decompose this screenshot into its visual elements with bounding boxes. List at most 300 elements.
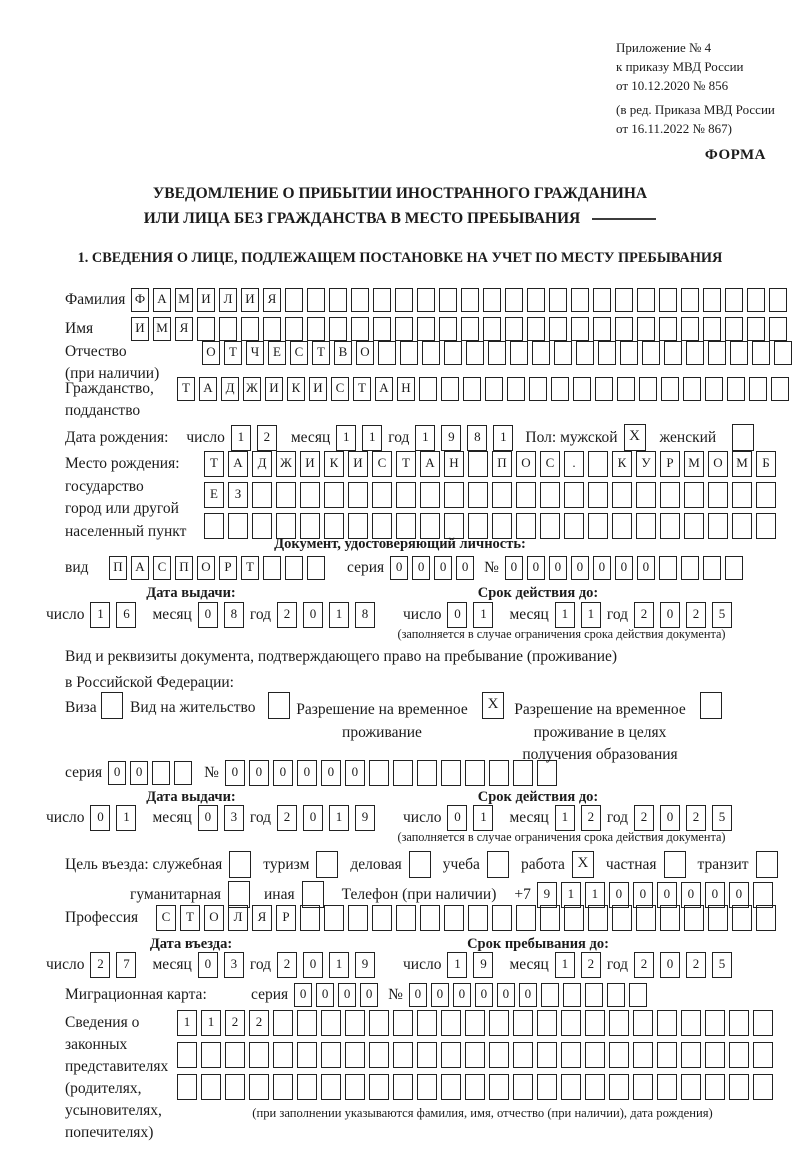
char-box[interactable] <box>505 288 523 312</box>
char-box[interactable] <box>307 288 325 312</box>
char-box[interactable]: 9 <box>473 952 493 978</box>
char-box[interactable] <box>681 556 699 580</box>
char-box[interactable] <box>516 482 536 508</box>
char-box[interactable]: 0 <box>303 952 323 978</box>
char-box[interactable] <box>369 760 389 786</box>
char-box[interactable] <box>686 341 704 365</box>
char-box[interactable]: 0 <box>338 983 356 1007</box>
char-box[interactable] <box>633 1074 653 1100</box>
char-box[interactable] <box>300 482 320 508</box>
char-box[interactable] <box>492 482 512 508</box>
char-box[interactable] <box>725 556 743 580</box>
residence-issue-day-input[interactable] <box>90 805 142 831</box>
char-box[interactable] <box>753 1010 773 1036</box>
char-box[interactable] <box>537 760 557 786</box>
char-box[interactable]: 1 <box>329 952 349 978</box>
char-box[interactable] <box>513 760 533 786</box>
char-box[interactable] <box>197 317 215 341</box>
char-box[interactable] <box>489 1010 509 1036</box>
char-box[interactable]: 1 <box>493 425 513 451</box>
temp-residence-checkbox[interactable] <box>482 692 504 719</box>
char-box[interactable]: X <box>482 692 504 719</box>
char-box[interactable]: 0 <box>303 805 323 831</box>
doc-valid-year-input[interactable] <box>634 602 738 628</box>
char-box[interactable]: 0 <box>297 760 317 786</box>
char-box[interactable]: 8 <box>355 602 375 628</box>
char-box[interactable]: Л <box>228 905 248 931</box>
char-box[interactable] <box>417 1010 437 1036</box>
char-box[interactable] <box>769 288 787 312</box>
char-box[interactable]: О <box>197 556 215 580</box>
char-box[interactable]: 0 <box>497 983 515 1007</box>
char-box[interactable] <box>297 1010 317 1036</box>
char-box[interactable] <box>705 1010 725 1036</box>
residence-series-input[interactable] <box>108 761 196 785</box>
char-box[interactable]: 3 <box>224 805 244 831</box>
char-box[interactable]: 2 <box>249 1010 269 1036</box>
char-box[interactable]: Н <box>397 377 415 401</box>
char-box[interactable] <box>369 1010 389 1036</box>
char-box[interactable] <box>201 1042 221 1068</box>
char-box[interactable] <box>708 905 728 931</box>
migration-number-input[interactable] <box>409 983 651 1007</box>
char-box[interactable] <box>659 288 677 312</box>
char-box[interactable]: 1 <box>555 952 575 978</box>
char-box[interactable] <box>729 1042 749 1068</box>
char-box[interactable] <box>529 377 547 401</box>
char-box[interactable] <box>177 1042 197 1068</box>
char-box[interactable] <box>268 692 290 719</box>
char-box[interactable]: 0 <box>660 602 680 628</box>
char-box[interactable] <box>468 451 488 477</box>
char-box[interactable] <box>321 1010 341 1036</box>
birthplace-row2-input[interactable] <box>204 482 780 508</box>
char-box[interactable]: 1 <box>415 425 435 451</box>
char-box[interactable]: А <box>375 377 393 401</box>
char-box[interactable]: X <box>624 424 646 451</box>
char-box[interactable]: М <box>684 451 704 477</box>
doc-valid-month-input[interactable] <box>555 602 607 628</box>
char-box[interactable]: П <box>109 556 127 580</box>
char-box[interactable]: 7 <box>116 952 136 978</box>
char-box[interactable] <box>585 983 603 1007</box>
char-box[interactable] <box>378 341 396 365</box>
doc-issue-month-input[interactable] <box>198 602 250 628</box>
char-box[interactable] <box>345 1010 365 1036</box>
char-box[interactable]: 0 <box>303 602 323 628</box>
char-box[interactable]: 1 <box>362 425 382 451</box>
char-box[interactable] <box>732 424 754 451</box>
char-box[interactable] <box>396 905 416 931</box>
char-box[interactable] <box>510 341 528 365</box>
char-box[interactable]: 3 <box>224 952 244 978</box>
char-box[interactable] <box>729 1010 749 1036</box>
char-box[interactable] <box>417 1074 437 1100</box>
char-box[interactable]: 0 <box>615 556 633 580</box>
char-box[interactable] <box>725 317 743 341</box>
char-box[interactable]: Я <box>263 288 281 312</box>
char-box[interactable] <box>771 377 789 401</box>
residence-valid-year-input[interactable] <box>634 805 738 831</box>
char-box[interactable]: Е <box>268 341 286 365</box>
char-box[interactable] <box>513 1010 533 1036</box>
char-box[interactable]: А <box>199 377 217 401</box>
char-box[interactable]: 1 <box>116 805 136 831</box>
char-box[interactable]: Б <box>756 451 776 477</box>
char-box[interactable] <box>297 1042 317 1068</box>
char-box[interactable] <box>609 1042 629 1068</box>
char-box[interactable]: С <box>540 451 560 477</box>
char-box[interactable] <box>564 482 584 508</box>
char-box[interactable] <box>373 288 391 312</box>
char-box[interactable] <box>593 317 611 341</box>
char-box[interactable]: 0 <box>475 983 493 1007</box>
birthplace-row1-input[interactable] <box>204 451 780 477</box>
char-box[interactable] <box>537 1074 557 1100</box>
char-box[interactable]: 0 <box>434 556 452 580</box>
char-box[interactable] <box>420 905 440 931</box>
char-box[interactable]: 8 <box>224 602 244 628</box>
char-box[interactable] <box>417 1042 437 1068</box>
char-box[interactable] <box>705 1042 725 1068</box>
char-box[interactable]: 0 <box>198 952 218 978</box>
char-box[interactable] <box>615 317 633 341</box>
char-box[interactable]: 0 <box>660 952 680 978</box>
char-box[interactable] <box>659 317 677 341</box>
sex-male-checkbox[interactable] <box>624 424 646 451</box>
char-box[interactable] <box>620 341 638 365</box>
representatives-row1-input[interactable] <box>177 1010 777 1036</box>
purpose-work-checkbox[interactable] <box>572 851 594 878</box>
char-box[interactable]: 2 <box>686 952 706 978</box>
char-box[interactable]: 0 <box>660 805 680 831</box>
char-box[interactable]: А <box>131 556 149 580</box>
char-box[interactable] <box>561 1042 581 1068</box>
char-box[interactable]: 0 <box>390 556 408 580</box>
char-box[interactable] <box>598 341 616 365</box>
char-box[interactable]: 0 <box>456 556 474 580</box>
char-box[interactable] <box>753 1042 773 1068</box>
stay-month-input[interactable] <box>555 952 607 978</box>
char-box[interactable] <box>241 317 259 341</box>
entry-day-input[interactable] <box>90 952 142 978</box>
char-box[interactable] <box>753 882 773 908</box>
char-box[interactable]: И <box>197 288 215 312</box>
char-box[interactable] <box>285 288 303 312</box>
char-box[interactable] <box>285 317 303 341</box>
char-box[interactable] <box>642 341 660 365</box>
char-box[interactable] <box>228 881 250 908</box>
char-box[interactable] <box>468 482 488 508</box>
char-box[interactable] <box>441 377 459 401</box>
char-box[interactable]: 0 <box>412 556 430 580</box>
char-box[interactable] <box>329 317 347 341</box>
char-box[interactable] <box>201 1074 221 1100</box>
char-box[interactable] <box>400 341 418 365</box>
char-box[interactable]: 0 <box>316 983 334 1007</box>
char-box[interactable]: 1 <box>329 602 349 628</box>
char-box[interactable] <box>571 317 589 341</box>
char-box[interactable] <box>554 341 572 365</box>
char-box[interactable]: К <box>287 377 305 401</box>
char-box[interactable] <box>419 377 437 401</box>
char-box[interactable] <box>372 482 392 508</box>
char-box[interactable]: 9 <box>355 952 375 978</box>
char-box[interactable] <box>393 760 413 786</box>
char-box[interactable] <box>660 905 680 931</box>
char-box[interactable]: В <box>334 341 352 365</box>
char-box[interactable]: 1 <box>473 602 493 628</box>
char-box[interactable] <box>273 1010 293 1036</box>
char-box[interactable] <box>769 317 787 341</box>
char-box[interactable] <box>588 451 608 477</box>
char-box[interactable] <box>756 851 778 878</box>
char-box[interactable] <box>540 482 560 508</box>
visa-checkbox[interactable] <box>101 692 123 719</box>
char-box[interactable] <box>633 1010 653 1036</box>
char-box[interactable] <box>297 1074 317 1100</box>
residence-valid-month-input[interactable] <box>555 805 607 831</box>
char-box[interactable] <box>729 1074 749 1100</box>
char-box[interactable] <box>345 1074 365 1100</box>
char-box[interactable] <box>585 1010 605 1036</box>
char-box[interactable]: 0 <box>294 983 312 1007</box>
char-box[interactable] <box>684 482 704 508</box>
char-box[interactable] <box>489 1074 509 1100</box>
char-box[interactable] <box>549 317 567 341</box>
doc-issue-year-input[interactable] <box>277 602 381 628</box>
char-box[interactable]: 1 <box>336 425 356 451</box>
doc-kind-input[interactable] <box>109 556 329 580</box>
char-box[interactable] <box>659 556 677 580</box>
char-box[interactable] <box>756 905 776 931</box>
char-box[interactable]: А <box>420 451 440 477</box>
char-box[interactable]: Т <box>224 341 242 365</box>
char-box[interactable] <box>703 288 721 312</box>
char-box[interactable] <box>612 482 632 508</box>
char-box[interactable]: М <box>153 317 171 341</box>
char-box[interactable] <box>684 905 704 931</box>
char-box[interactable]: 0 <box>360 983 378 1007</box>
char-box[interactable]: 5 <box>712 805 732 831</box>
char-box[interactable] <box>373 317 391 341</box>
char-box[interactable]: 0 <box>657 882 677 908</box>
residence-permit-checkbox[interactable] <box>268 692 290 719</box>
char-box[interactable]: 0 <box>249 760 269 786</box>
char-box[interactable]: Ф <box>131 288 149 312</box>
char-box[interactable]: 0 <box>447 602 467 628</box>
char-box[interactable] <box>465 1042 485 1068</box>
char-box[interactable] <box>607 983 625 1007</box>
char-box[interactable] <box>229 851 251 878</box>
char-box[interactable] <box>657 1010 677 1036</box>
char-box[interactable] <box>465 760 485 786</box>
char-box[interactable]: 1 <box>581 602 601 628</box>
char-box[interactable]: 5 <box>712 952 732 978</box>
char-box[interactable]: Р <box>219 556 237 580</box>
patronymic-input[interactable] <box>202 341 796 365</box>
char-box[interactable] <box>441 1074 461 1100</box>
stay-day-input[interactable] <box>447 952 499 978</box>
residence-number-input[interactable] <box>225 760 561 786</box>
char-box[interactable]: Д <box>221 377 239 401</box>
char-box[interactable] <box>316 851 338 878</box>
char-box[interactable] <box>441 760 461 786</box>
char-box[interactable]: Т <box>312 341 330 365</box>
char-box[interactable] <box>444 341 462 365</box>
char-box[interactable]: 0 <box>345 760 365 786</box>
char-box[interactable] <box>513 1042 533 1068</box>
char-box[interactable] <box>593 288 611 312</box>
name-input[interactable] <box>131 317 791 341</box>
char-box[interactable] <box>708 341 726 365</box>
char-box[interactable]: 0 <box>505 556 523 580</box>
char-box[interactable] <box>439 317 457 341</box>
char-box[interactable]: 2 <box>581 805 601 831</box>
char-box[interactable] <box>609 1074 629 1100</box>
char-box[interactable]: 1 <box>329 805 349 831</box>
char-box[interactable] <box>564 905 584 931</box>
char-box[interactable] <box>396 482 416 508</box>
char-box[interactable] <box>263 556 281 580</box>
char-box[interactable] <box>461 288 479 312</box>
char-box[interactable] <box>749 377 767 401</box>
char-box[interactable]: 8 <box>467 425 487 451</box>
char-box[interactable] <box>571 288 589 312</box>
char-box[interactable] <box>661 377 679 401</box>
char-box[interactable] <box>664 341 682 365</box>
char-box[interactable]: 1 <box>555 805 575 831</box>
doc-valid-day-input[interactable] <box>447 602 499 628</box>
char-box[interactable] <box>516 905 536 931</box>
char-box[interactable] <box>395 288 413 312</box>
char-box[interactable] <box>273 1042 293 1068</box>
char-box[interactable]: И <box>131 317 149 341</box>
char-box[interactable] <box>747 288 765 312</box>
char-box[interactable]: К <box>612 451 632 477</box>
char-box[interactable] <box>489 1042 509 1068</box>
char-box[interactable]: Ж <box>243 377 261 401</box>
char-box[interactable]: 2 <box>90 952 110 978</box>
char-box[interactable]: 1 <box>201 1010 221 1036</box>
char-box[interactable] <box>369 1074 389 1100</box>
char-box[interactable]: Р <box>276 905 296 931</box>
char-box[interactable] <box>585 1074 605 1100</box>
char-box[interactable] <box>633 1042 653 1068</box>
char-box[interactable] <box>348 482 368 508</box>
char-box[interactable] <box>393 1074 413 1100</box>
char-box[interactable]: С <box>290 341 308 365</box>
char-box[interactable] <box>302 881 324 908</box>
residence-issue-year-input[interactable] <box>277 805 381 831</box>
char-box[interactable] <box>664 851 686 878</box>
char-box[interactable] <box>263 317 281 341</box>
char-box[interactable] <box>417 760 437 786</box>
char-box[interactable]: Т <box>241 556 259 580</box>
char-box[interactable] <box>617 377 635 401</box>
citizenship-input[interactable] <box>177 377 793 401</box>
char-box[interactable] <box>637 288 655 312</box>
char-box[interactable] <box>537 1042 557 1068</box>
char-box[interactable] <box>639 377 657 401</box>
char-box[interactable] <box>527 288 545 312</box>
char-box[interactable] <box>774 341 792 365</box>
char-box[interactable]: 0 <box>225 760 245 786</box>
char-box[interactable] <box>730 341 748 365</box>
char-box[interactable] <box>727 377 745 401</box>
char-box[interactable]: 2 <box>225 1010 245 1036</box>
char-box[interactable]: 0 <box>321 760 341 786</box>
char-box[interactable]: 9 <box>441 425 461 451</box>
char-box[interactable] <box>465 1074 485 1100</box>
char-box[interactable] <box>756 482 776 508</box>
representatives-row3-input[interactable] <box>177 1074 777 1100</box>
char-box[interactable] <box>273 1074 293 1100</box>
char-box[interactable] <box>225 1074 245 1100</box>
char-box[interactable] <box>507 377 525 401</box>
char-box[interactable] <box>324 482 344 508</box>
char-box[interactable]: 2 <box>634 602 654 628</box>
char-box[interactable] <box>561 1074 581 1100</box>
char-box[interactable] <box>321 1074 341 1100</box>
purpose-official-checkbox[interactable] <box>229 851 251 878</box>
char-box[interactable] <box>703 556 721 580</box>
char-box[interactable] <box>348 905 368 931</box>
purpose-study-checkbox[interactable] <box>487 851 509 878</box>
birth-day-input[interactable] <box>231 425 283 451</box>
char-box[interactable]: . <box>564 451 584 477</box>
char-box[interactable]: 1 <box>90 602 110 628</box>
residence-valid-day-input[interactable] <box>447 805 499 831</box>
char-box[interactable]: 0 <box>527 556 545 580</box>
char-box[interactable]: Т <box>353 377 371 401</box>
char-box[interactable] <box>725 288 743 312</box>
char-box[interactable] <box>466 341 484 365</box>
char-box[interactable] <box>285 556 303 580</box>
char-box[interactable]: У <box>636 451 656 477</box>
char-box[interactable] <box>488 341 506 365</box>
char-box[interactable] <box>417 288 435 312</box>
char-box[interactable] <box>420 482 440 508</box>
char-box[interactable] <box>660 482 680 508</box>
char-box[interactable]: 2 <box>686 805 706 831</box>
char-box[interactable]: 0 <box>198 602 218 628</box>
char-box[interactable]: З <box>228 482 248 508</box>
char-box[interactable] <box>732 905 752 931</box>
char-box[interactable] <box>345 1042 365 1068</box>
char-box[interactable]: С <box>331 377 349 401</box>
migration-series-input[interactable] <box>294 983 382 1007</box>
char-box[interactable] <box>439 288 457 312</box>
doc-issue-day-input[interactable] <box>90 602 142 628</box>
char-box[interactable] <box>463 377 481 401</box>
representatives-row2-input[interactable] <box>177 1042 777 1068</box>
char-box[interactable] <box>588 905 608 931</box>
char-box[interactable] <box>483 317 501 341</box>
char-box[interactable]: Т <box>204 451 224 477</box>
char-box[interactable] <box>636 482 656 508</box>
char-box[interactable]: 6 <box>116 602 136 628</box>
char-box[interactable] <box>637 317 655 341</box>
char-box[interactable]: 1 <box>561 882 581 908</box>
char-box[interactable] <box>324 905 344 931</box>
entry-year-input[interactable] <box>277 952 381 978</box>
char-box[interactable]: 2 <box>257 425 277 451</box>
char-box[interactable] <box>573 377 591 401</box>
char-box[interactable] <box>465 1010 485 1036</box>
char-box[interactable]: Д <box>252 451 272 477</box>
char-box[interactable] <box>395 317 413 341</box>
